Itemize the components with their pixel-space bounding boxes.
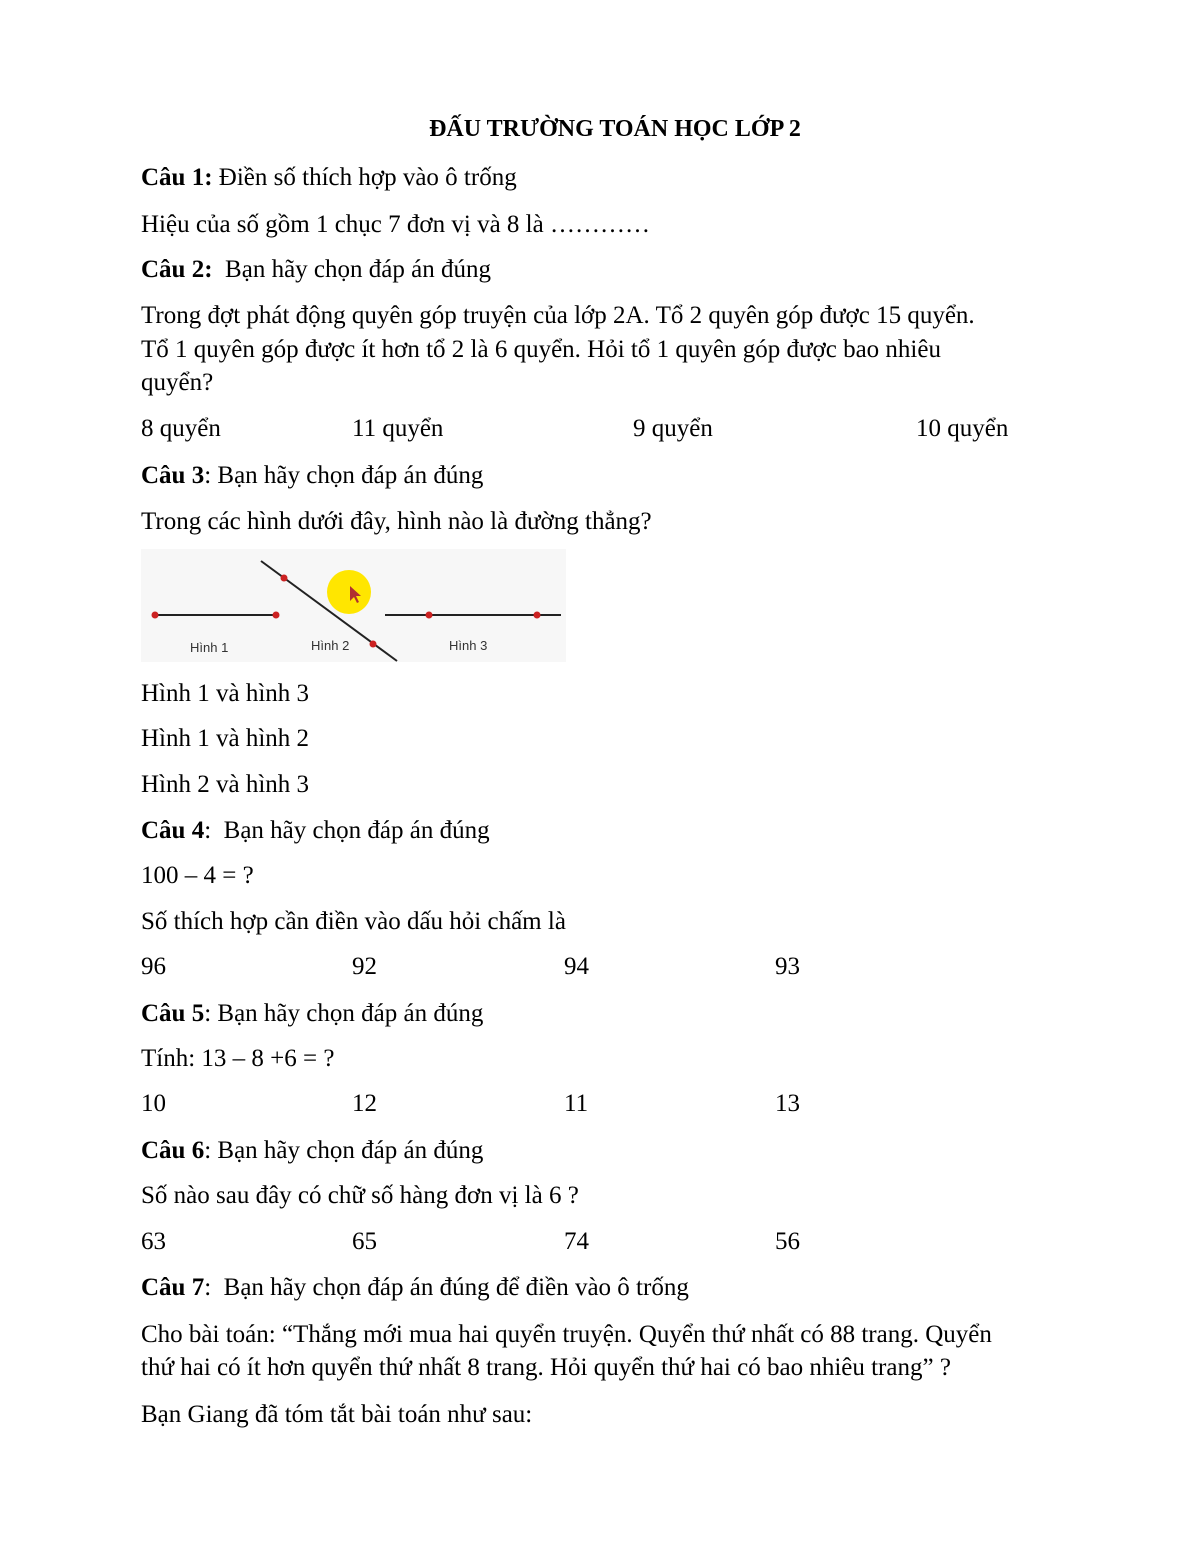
question-7-instruction: : Bạn hãy chọn đáp án đúng để điền vào ô trống: [204, 1274, 689, 1301]
question-1-text: Hiệu của số gồm 1 chục 7 đơn vị và 8 là …………: [141, 211, 650, 238]
question-2-option-c: 9 quyển: [633, 415, 713, 442]
figure-1-label: Hình 1: [190, 640, 229, 655]
question-4-expression: 100 – 4 = ?: [141, 862, 254, 889]
question-3-option-a: Hình 1 và hình 3: [141, 680, 310, 707]
figure-2-point-b: [370, 641, 377, 648]
question-1-label: Câu 1:: [141, 164, 213, 191]
question-7-heading: [141, 1273, 689, 1303]
question-3-option-c: Hình 2 và hình 3: [141, 771, 310, 798]
question-6-heading: [141, 1136, 483, 1166]
question-4-option-b: 92: [352, 953, 377, 980]
question-7-text-line3: Bạn Giang đã tóm tắt bài toán như sau:: [141, 1401, 533, 1428]
question-3-heading: [141, 461, 483, 491]
question-7-text-line2: thứ hai có ít hơn quyển thứ nhất 8 trang. Hỏi quyển thứ hai có bao nhiêu trang” ?: [141, 1354, 951, 1381]
question-4-option-a: 96: [141, 953, 166, 980]
question-5-label: Câu 5: [141, 1000, 205, 1027]
question-5-option-b: 12: [352, 1090, 377, 1117]
question-4-label: Câu 4: [141, 817, 205, 844]
question-5-expression: Tính: 13 – 8 +6 = ?: [141, 1045, 335, 1072]
question-6-instruction: : Bạn hãy chọn đáp án đúng: [204, 1137, 484, 1164]
cursor-highlight: [327, 570, 371, 614]
figure-1-point-b: [273, 612, 280, 619]
figure-2-label: Hình 2: [311, 638, 350, 653]
question-4-text: Số thích hợp cần điền vào dấu hỏi chấm là: [141, 908, 566, 935]
lines-figure: [141, 549, 566, 662]
question-6-option-c: 74: [564, 1228, 589, 1255]
question-6-option-a: 63: [141, 1228, 166, 1255]
question-6-option-d: 56: [775, 1228, 800, 1255]
question-5-option-a: 10: [141, 1090, 166, 1117]
question-2-option-d: 10 quyển: [916, 415, 1009, 442]
question-7-text-line1: Cho bài toán: “Thắng mới mua hai quyển truyện. Quyển thứ nhất có 88 trang. Quyển: [141, 1321, 992, 1348]
figure-1-point-a: [152, 612, 159, 619]
question-2-heading: [141, 255, 491, 285]
question-4-instruction: : Bạn hãy chọn đáp án đúng: [204, 817, 490, 844]
figure-3-point-a: [426, 612, 433, 619]
question-3-instruction: : Bạn hãy chọn đáp án đúng: [204, 462, 484, 489]
figure-2-point-a: [281, 575, 288, 582]
question-2-instruction: Bạn hãy chọn đáp án đúng: [212, 256, 491, 283]
question-2-text-line3: quyển?: [141, 369, 214, 396]
question-7-label: Câu 7: [141, 1274, 205, 1301]
question-1-instruction: Điền số thích hợp vào ô trống: [212, 164, 517, 191]
figure-3-label: Hình 3: [449, 638, 488, 653]
question-6-text: Số nào sau đây có chữ số hàng đơn vị là 6 ?: [141, 1182, 579, 1209]
lines-figure-svg: [141, 549, 566, 662]
question-5-instruction: : Bạn hãy chọn đáp án đúng: [204, 1000, 484, 1027]
question-5-option-c: 11: [564, 1090, 589, 1117]
question-6-option-b: 65: [352, 1228, 377, 1255]
question-1-heading: [141, 163, 517, 193]
question-4-heading: [141, 816, 490, 846]
question-2-label: Câu 2:: [141, 256, 213, 283]
question-5-heading: [141, 999, 483, 1029]
question-5-option-d: 13: [775, 1090, 800, 1117]
question-4-option-d: 93: [775, 953, 800, 980]
page-title: ĐẤU TRƯỜNG TOÁN HỌC LỚP 2: [429, 116, 801, 142]
question-2-option-a: 8 quyển: [141, 415, 221, 442]
question-2-text-line1: Trong đợt phát động quyên góp truyện của lớp 2A. Tổ 2 quyên góp được 15 quyển.: [141, 302, 975, 329]
question-6-label: Câu 6: [141, 1137, 205, 1164]
question-2-option-b: 11 quyển: [352, 415, 444, 442]
question-2-text-line2: Tổ 1 quyên góp được ít hơn tổ 2 là 6 quyển. Hỏi tổ 1 quyên góp được bao nhiêu: [141, 336, 941, 363]
question-4-option-c: 94: [564, 953, 589, 980]
question-3-text: Trong các hình dưới đây, hình nào là đường thẳng?: [141, 508, 652, 535]
question-3-label: Câu 3: [141, 462, 205, 489]
question-3-option-b: Hình 1 và hình 2: [141, 725, 310, 752]
figure-3-point-b: [534, 612, 541, 619]
